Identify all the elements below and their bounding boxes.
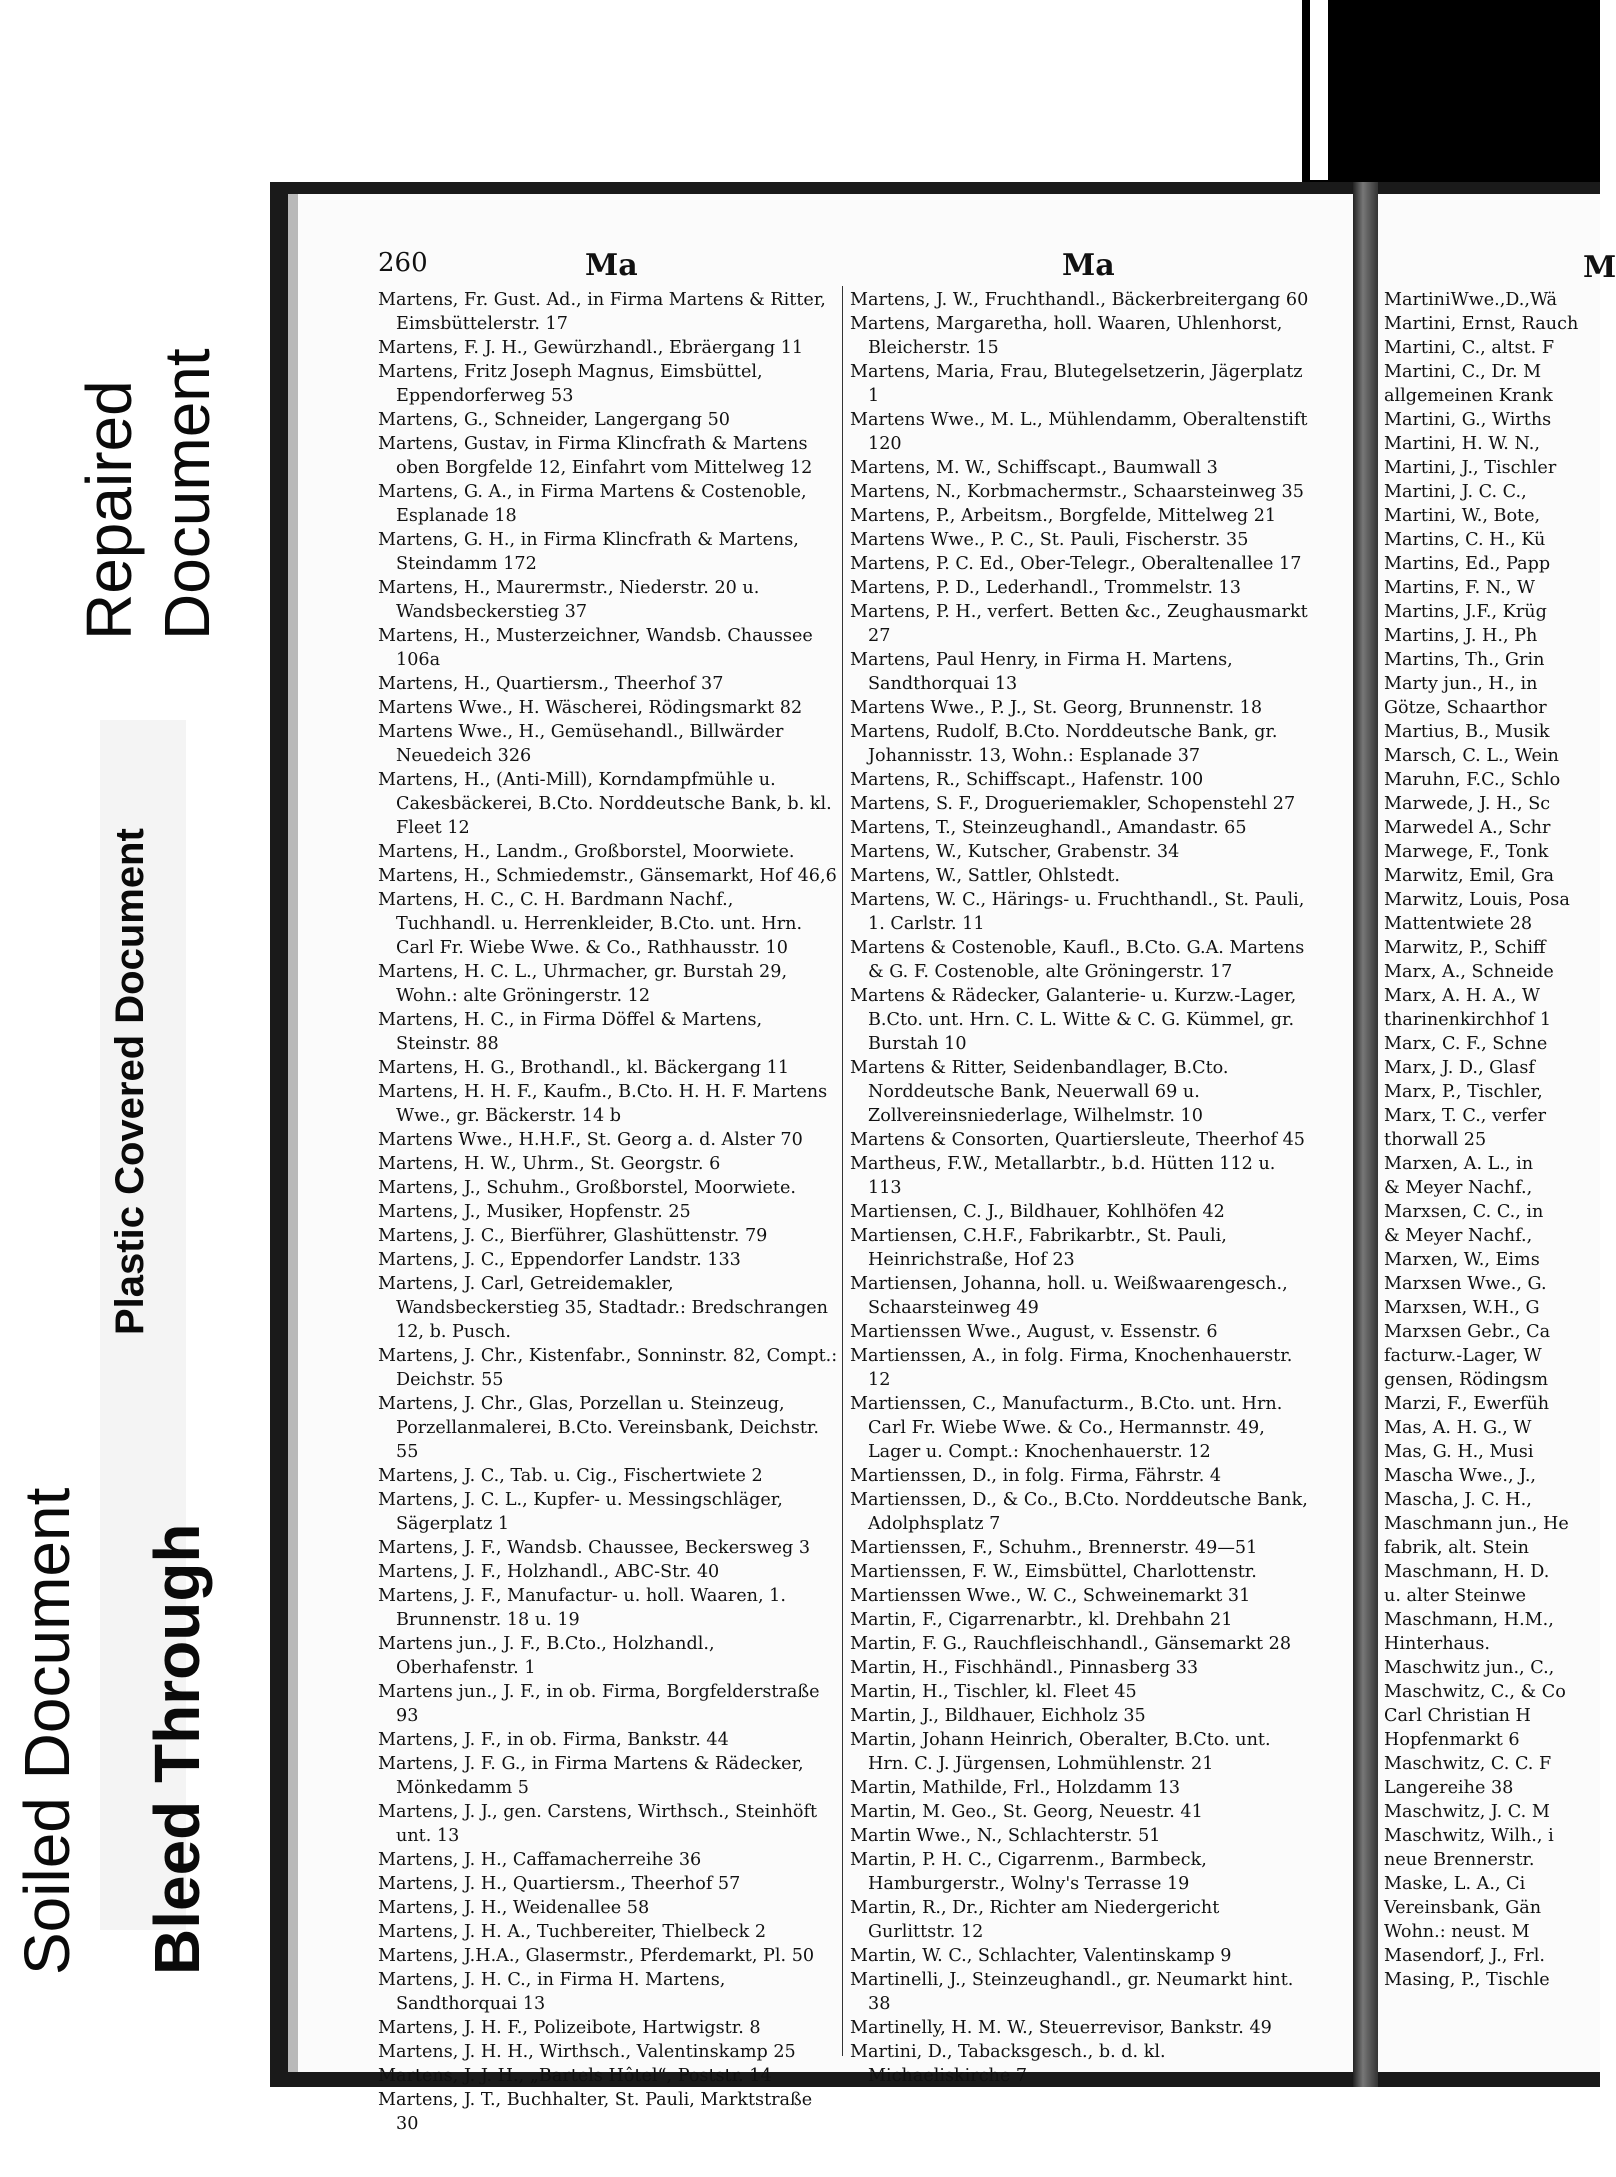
directory-entry: facturw.-Lager, W bbox=[1384, 1346, 1542, 1366]
directory-entry: Maruhn, F.C., Schlo bbox=[1384, 770, 1561, 790]
directory-entry: Marx, T. C., verfer bbox=[1384, 1106, 1547, 1126]
directory-entry: Martins, Ed., Papp bbox=[1384, 554, 1551, 574]
directory-entry: Martens Wwe., H.H.F., St. Georg a. d. Alster 70 bbox=[378, 1130, 803, 1150]
directory-entry: Mas, A. H. G., W bbox=[1384, 1418, 1532, 1438]
directory-entry: Martens & Ritter, Seidenbandlager, B.Cto. Norddeutsche Bank, Neuerwall 69 u. Zollvereinsniederlage, Wilhelmstr. 10 bbox=[850, 1058, 1229, 1126]
directory-entry: Martens, H., (Anti-Mill), Korndampfmühle u. Cakesbäckerei, B.Cto. Norddeutsche Bank, b. kl. Fleet 12 bbox=[378, 770, 832, 838]
directory-entry: Martens jun., J. F., in ob. Firma, Borgfelderstraße 93 bbox=[378, 1682, 820, 1726]
directory-entry: Martini, W., Bote, bbox=[1384, 506, 1541, 526]
directory-entry: Martini, D., Tabacksgesch., b. d. kl. Michaeliskirche 7 bbox=[850, 2042, 1166, 2086]
directory-entry: Martiensen, Johanna, holl. u. Weißwaarengesch., Schaarsteinweg 49 bbox=[850, 1274, 1288, 1318]
directory-entry: Martens, P. D., Lederhandl., Trommelstr. 13 bbox=[850, 578, 1241, 598]
directory-entry: Martens, P. C. Ed., Ober-Telegr., Oberaltenallee 17 bbox=[850, 554, 1302, 574]
directory-entry: Martienssen, F. W., Eimsbüttel, Charlottenstr. bbox=[850, 1562, 1257, 1582]
directory-entry: Martienssen, D., in folg. Firma, Fährstr. 4 bbox=[850, 1466, 1222, 1486]
directory-entry: Martinelli, J., Steinzeughandl., gr. Neumarkt hint. 38 bbox=[850, 1970, 1294, 2014]
directory-entry: Martens, J. Chr., Kistenfabr., Sonninstr. 82, Compt.: Deichstr. 55 bbox=[378, 1346, 838, 1390]
directory-column-left bbox=[378, 288, 838, 2134]
directory-entry: Martins, F. N., W bbox=[1384, 578, 1535, 598]
directory-entry: Martens, H. H. F., Kaufm., B.Cto. H. H. F. Martens Wwe., gr. Bäckerstr. 14 b bbox=[378, 1082, 828, 1126]
directory-entry: Martens, J. H. F., Polizeibote, Hartwigstr. 8 bbox=[378, 2018, 761, 2038]
directory-entry: Martens, T., Steinzeughandl., Amandastr. 65 bbox=[850, 818, 1247, 838]
directory-entry: Marx, C. F., Schne bbox=[1384, 1034, 1548, 1054]
directory-entry: Martens, Fr. Gust. Ad., in Firma Martens & Ritter, Eimsbüttelerstr. 17 bbox=[378, 290, 826, 334]
directory-entry: Martens, H. C., C. H. Bardmann Nachf., Tuchhandl. u. Herrenkleider, B.Cto. unt. Hrn. Carl Fr. Wiebe Wwe. & Co., Rathhausstr. 10 bbox=[378, 890, 803, 958]
directory-entry: Martin, M. Geo., St. Georg, Neuestr. 41 bbox=[850, 1802, 1203, 1822]
directory-entry: Martin, H., Fischhändl., Pinnasberg 33 bbox=[850, 1658, 1199, 1678]
directory-entry: Martens, G. A., in Firma Martens & Costenoble, Esplanade 18 bbox=[378, 482, 807, 526]
directory-entry: Martienssen Wwe., W. C., Schweinemarkt 31 bbox=[850, 1586, 1251, 1606]
directory-entry: Martin Wwe., N., Schlachterstr. 51 bbox=[850, 1826, 1161, 1846]
top-black-tab bbox=[1302, 0, 1600, 182]
directory-entry: Langereihe 38 bbox=[1384, 1778, 1514, 1798]
directory-entry: Martens, F. J. H., Gewürzhandl., Ebräergang 11 bbox=[378, 338, 804, 358]
directory-entry: Martin, J., Bildhauer, Eichholz 35 bbox=[850, 1706, 1146, 1726]
directory-entry: Martens, R., Schiffscapt., Hafenstr. 100 bbox=[850, 770, 1204, 790]
directory-entry: Martens, H. G., Brothandl., kl. Bäckergang 11 bbox=[378, 1058, 790, 1078]
directory-entry: Marxen, W., Eims bbox=[1384, 1250, 1540, 1270]
directory-entry: Martini, C., altst. F bbox=[1384, 338, 1555, 358]
directory-entry: Martens, J. C., Tab. u. Cig., Fischertwiete 2 bbox=[378, 1466, 763, 1486]
directory-entry: Martens, H., Maurermstr., Niederstr. 20 u. Wandsbeckerstieg 37 bbox=[378, 578, 760, 622]
directory-entry: Martens, J. F., Manufactur- u. holl. Waaren, 1. Brunnenstr. 18 u. 19 bbox=[378, 1586, 786, 1630]
directory-entry: Martini, J. C. C., bbox=[1384, 482, 1527, 502]
directory-entry: Martens Wwe., H. Wäscherei, Rödingsmarkt 82 bbox=[378, 698, 803, 718]
directory-entry: Martens, W., Sattler, Ohlstedt. bbox=[850, 866, 1120, 886]
directory-entry: Carl Christian H bbox=[1384, 1706, 1531, 1726]
column-header-middle: Ma bbox=[1062, 248, 1115, 283]
directory-entry: Martini, C., Dr. M bbox=[1384, 362, 1542, 382]
directory-entry: Mascha Wwe., J., bbox=[1384, 1466, 1537, 1486]
directory-entry: gensen, Rödingsm bbox=[1384, 1370, 1548, 1390]
directory-entry: Martens, H., Schmiedemstr., Gänsemarkt, Hof 46,6 bbox=[378, 866, 837, 886]
directory-entry: Marxsen Wwe., G. bbox=[1384, 1274, 1547, 1294]
directory-entry: Marwitz, P., Schiff bbox=[1384, 938, 1546, 958]
directory-entry: Marxsen, W.H., G bbox=[1384, 1298, 1540, 1318]
top-white-strip bbox=[1310, 0, 1328, 180]
repaired-label-line1: Repaired bbox=[73, 380, 145, 640]
directory-entry: Masendorf, J., Frl. bbox=[1384, 1946, 1545, 1966]
directory-entry: Martens, H., Landm., Großborstel, Moorwiete. bbox=[378, 842, 795, 862]
directory-entry: Martens, J. J., gen. Carstens, Wirthsch., Steinhöft unt. 13 bbox=[378, 1802, 818, 1846]
directory-entry: Mattentwiete 28 bbox=[1384, 914, 1533, 934]
directory-entry: Maske, L. A., Ci bbox=[1384, 1874, 1526, 1894]
directory-entry: Marwedel A., Schr bbox=[1384, 818, 1551, 838]
directory-entry: Martens, J.H.A., Glasermstr., Pferdemarkt, Pl. 50 bbox=[378, 1946, 815, 1966]
directory-entry: Maschmann jun., He bbox=[1384, 1514, 1569, 1534]
directory-entry: Martens, P. H., verfert. Betten &c., Zeughausmarkt 27 bbox=[850, 602, 1308, 646]
directory-entry: Götze, Schaarthor bbox=[1384, 698, 1547, 718]
directory-entry: Martius, B., Musik bbox=[1384, 722, 1550, 742]
directory-entry: Martin, W. C., Schlachter, Valentinskamp 9 bbox=[850, 1946, 1232, 1966]
directory-entry: Martens, W. C., Härings- u. Fruchthandl., St. Pauli, 1. Carlstr. 11 bbox=[850, 890, 1305, 934]
directory-entry: Marx, A. H. A., W bbox=[1384, 986, 1541, 1006]
directory-entry: Martens, J. H., Weidenallee 58 bbox=[378, 1898, 650, 1918]
directory-entry: Martin, F. G., Rauchfleischhandl., Gänsemarkt 28 bbox=[850, 1634, 1292, 1654]
directory-entry: Maschwitz, J. C. M bbox=[1384, 1802, 1550, 1822]
directory-entry: Martins, J. H., Ph bbox=[1384, 626, 1538, 646]
directory-entry: Martens, J. F., Holzhandl., ABC-Str. 40 bbox=[378, 1562, 720, 1582]
directory-entry: Vereinsbank, Gän bbox=[1384, 1898, 1542, 1918]
book-spine bbox=[1353, 182, 1378, 2087]
directory-entry: Martens, Gustav, in Firma Klincfrath & Martens oben Borgfelde 12, Einfahrt vom Mittelweg 12 bbox=[378, 434, 813, 478]
plastic-covered-label: Plastic Covered Document bbox=[108, 828, 152, 1335]
directory-entry: Martens, H. W., Uhrm., St. Georgstr. 6 bbox=[378, 1154, 721, 1174]
directory-entry: Martens, J. T., Buchhalter, St. Pauli, Marktstraße 30 bbox=[378, 2090, 813, 2134]
directory-entry: Martens, J. H. A., Tuchbereiter, Thielbeck 2 bbox=[378, 1922, 767, 1942]
directory-entry: Martin, Mathilde, Frl., Holzdamm 13 bbox=[850, 1778, 1181, 1798]
directory-entry: Maschwitz, C. C. F bbox=[1384, 1754, 1552, 1774]
directory-entry: Maschwitz, Wilh., i bbox=[1384, 1826, 1554, 1846]
directory-entry: Martens, Fritz Joseph Magnus, Eimsbüttel, Eppendorferweg 53 bbox=[378, 362, 763, 406]
directory-entry: Martins, J.F., Krüg bbox=[1384, 602, 1547, 622]
directory-entry: Martens & Rädecker, Galanterie- u. Kurzw.-Lager, B.Cto. unt. Hrn. C. L. Witte & C. G. Kümmel, gr. Burstah 10 bbox=[850, 986, 1297, 1054]
directory-entry: Martens, J., Musiker, Hopfenstr. 25 bbox=[378, 1202, 691, 1222]
bleed-through-label: Bleed Through bbox=[141, 1523, 213, 1975]
directory-entry: Martiensen, C.H.F., Fabrikarbtr., St. Pauli, Heinrichstraße, Hof 23 bbox=[850, 1226, 1227, 1270]
directory-entry: Maschmann, H.M., bbox=[1384, 1610, 1554, 1630]
directory-entry: Martienssen, F., Schuhm., Brennerstr. 49—51 bbox=[850, 1538, 1258, 1558]
directory-entry: Martens, N., Korbmachermstr., Schaarsteinweg 35 bbox=[850, 482, 1304, 502]
directory-entry: Martens, J. C., Bierführer, Glashüttenstr. 79 bbox=[378, 1226, 768, 1246]
directory-entry: Wohn.: neust. M bbox=[1384, 1922, 1530, 1942]
directory-entry: Martienssen, A., in folg. Firma, Knochenhauerstr. 12 bbox=[850, 1346, 1293, 1390]
directory-entry: fabrik, alt. Stein bbox=[1384, 1538, 1530, 1558]
directory-entry: Marwege, F., Tonk bbox=[1384, 842, 1549, 862]
directory-entry: Mascha, J. C. H., bbox=[1384, 1490, 1532, 1510]
directory-entry: Martens, W., Kutscher, Grabenstr. 34 bbox=[850, 842, 1180, 862]
directory-entry: tharinenkirchhof 1 bbox=[1384, 1010, 1552, 1030]
directory-entry: Martens, P., Arbeitsm., Borgfelde, Mittelweg 21 bbox=[850, 506, 1277, 526]
directory-entry: Maschwitz, C., & Co bbox=[1384, 1682, 1566, 1702]
directory-entry: Martins, Th., Grin bbox=[1384, 650, 1545, 670]
directory-entry: Martiensen, C. J., Bildhauer, Kohlhöfen 42 bbox=[850, 1202, 1225, 1222]
directory-entry: Martin, P. H. C., Cigarrenm., Barmbeck, Hamburgerstr., Wolny's Terrasse 19 bbox=[850, 1850, 1207, 1894]
directory-entry: Martini, G., Wirths bbox=[1384, 410, 1552, 430]
directory-entry: Martens, J., Schuhm., Großborstel, Moorwiete. bbox=[378, 1178, 796, 1198]
directory-entry: Marsch, C. L., Wein bbox=[1384, 746, 1559, 766]
soiled-document-label: Soiled Document bbox=[11, 1487, 83, 1975]
directory-entry: Martini, Ernst, Rauch bbox=[1384, 314, 1579, 334]
directory-entry: Hopfenmarkt 6 bbox=[1384, 1730, 1520, 1750]
directory-column-middle bbox=[850, 288, 1310, 2086]
directory-entry: Martin, R., Dr., Richter am Niedergericht Gurlittstr. 12 bbox=[850, 1898, 1220, 1942]
directory-entry: Martens, J. J. H., „Bartels Hôtel“, Poststr. 14 bbox=[378, 2066, 772, 2086]
directory-entry: Hinterhaus. bbox=[1384, 1634, 1490, 1654]
directory-entry: Martens, Paul Henry, in Firma H. Martens, Sandthorquai 13 bbox=[850, 650, 1233, 694]
directory-entry: Marzi, F., Ewerfüh bbox=[1384, 1394, 1550, 1414]
directory-entry: Martens Wwe., P. C., St. Pauli, Fischerstr. 35 bbox=[850, 530, 1249, 550]
directory-entry: Martens, Rudolf, B.Cto. Norddeutsche Bank, gr. Johannisstr. 13, Wohn.: Esplanade 37 bbox=[850, 722, 1278, 766]
directory-entry: Martens, J. F., Wandsb. Chaussee, Beckersweg 3 bbox=[378, 1538, 811, 1558]
directory-entry: Martens, H. C., in Firma Döffel & Martens, Steinstr. 88 bbox=[378, 1010, 763, 1054]
directory-entry: Martens, J. Chr., Glas, Porzellan u. Steinzeug, Porzellanmalerei, B.Cto. Vereinsbank, Deichstr. 55 bbox=[378, 1394, 819, 1462]
directory-entry: Marty jun., H., in bbox=[1384, 674, 1538, 694]
directory-entry: Maschwitz jun., C., bbox=[1384, 1658, 1555, 1678]
directory-entry: Marx, J. D., Glasf bbox=[1384, 1058, 1535, 1078]
directory-entry: Maschmann, H. D. bbox=[1384, 1562, 1550, 1582]
repaired-document-label bbox=[70, 348, 226, 640]
directory-entry: Marxsen Gebr., Ca bbox=[1384, 1322, 1551, 1342]
directory-entry: Marx, A., Schneide bbox=[1384, 962, 1554, 982]
directory-entry: MartiniWwe.,D.,Wä bbox=[1384, 290, 1558, 310]
directory-entry: Marxen, A. L., in bbox=[1384, 1154, 1534, 1174]
column-header-left: Ma bbox=[585, 248, 638, 283]
directory-entry: Martini, H. W. N., bbox=[1384, 434, 1540, 454]
directory-entry: & Meyer Nachf., bbox=[1384, 1178, 1533, 1198]
directory-entry: thorwall 25 bbox=[1384, 1130, 1487, 1150]
directory-entry: Martens, Margaretha, holl. Waaren, Uhlenhorst, Bleicherstr. 15 bbox=[850, 314, 1283, 358]
directory-entry: Martens, J. C., Eppendorfer Landstr. 133 bbox=[378, 1250, 741, 1270]
directory-entry: Marxsen, C. C., in bbox=[1384, 1202, 1544, 1222]
directory-entry: Martens, J. Carl, Getreidemakler, Wandsbeckerstieg 35, Stadtadr.: Bredschrangen 12, b. Pusch. bbox=[378, 1274, 828, 1342]
page-number: 260 bbox=[378, 248, 428, 278]
right-page-column bbox=[1384, 288, 1600, 2068]
directory-entry: Martin, H., Tischler, kl. Fleet 45 bbox=[850, 1682, 1137, 1702]
directory-entry: neue Brennerstr. bbox=[1384, 1850, 1535, 1870]
repaired-label-line2: Document bbox=[151, 348, 223, 640]
directory-entry: Martin, Johann Heinrich, Oberalter, B.Cto. unt. Hrn. C. J. Jürgensen, Lohmühlenstr. 21 bbox=[850, 1730, 1271, 1774]
directory-entry: Martens, J. C. L., Kupfer- u. Messingschläger, Sägerplatz 1 bbox=[378, 1490, 783, 1534]
directory-entry: Martins, C. H., Kü bbox=[1384, 530, 1546, 550]
directory-entry: Martens, J. W., Fruchthandl., Bäckerbreitergang 60 bbox=[850, 290, 1309, 310]
directory-entry: Martienssen, D., & Co., B.Cto. Norddeutsche Bank, Adolphsplatz 7 bbox=[850, 1490, 1308, 1534]
directory-entry: Martens, J. H., Quartiersm., Theerhof 57 bbox=[378, 1874, 741, 1894]
directory-entry: Martens, J. H., Caffamacherreihe 36 bbox=[378, 1850, 702, 1870]
directory-entry: Martini, J., Tischler bbox=[1384, 458, 1557, 478]
directory-entry: Martens, J. H. C., in Firma H. Martens, Sandthorquai 13 bbox=[378, 1970, 726, 2014]
directory-entry: Martens, G., Schneider, Langergang 50 bbox=[378, 410, 731, 430]
directory-entry: Marx, P., Tischler, bbox=[1384, 1082, 1543, 1102]
directory-entry: Martens, M. W., Schiffscapt., Baumwall 3 bbox=[850, 458, 1218, 478]
directory-entry: Martens, Maria, Frau, Blutegelsetzerin, Jägerplatz 1 bbox=[850, 362, 1303, 406]
right-page-header: M bbox=[1583, 250, 1616, 285]
column-divider bbox=[842, 286, 843, 2056]
directory-entry: Masing, P., Tischle bbox=[1384, 1970, 1550, 1990]
directory-entry: Martens Wwe., M. L., Mühlendamm, Oberaltenstift 120 bbox=[850, 410, 1308, 454]
directory-entry: Martens, J. H. H., Wirthsch., Valentinskamp 25 bbox=[378, 2042, 796, 2062]
right-page bbox=[1378, 194, 1616, 2072]
directory-entry: Martin, F., Cigarrenarbtr., kl. Drehbahn 21 bbox=[850, 1610, 1233, 1630]
directory-entry: Martens, J. F., in ob. Firma, Bankstr. 44 bbox=[378, 1730, 729, 1750]
directory-entry: Marwitz, Emil, Gra bbox=[1384, 866, 1555, 886]
directory-entry: Martens, J. F. G., in Firma Martens & Rädecker, Mönkedamm 5 bbox=[378, 1754, 804, 1798]
directory-entry: u. alter Steinwe bbox=[1384, 1586, 1527, 1606]
directory-entry: Martens & Consorten, Quartiersleute, Theerhof 45 bbox=[850, 1130, 1305, 1150]
directory-entry: Martens jun., J. F., B.Cto., Holzhandl., Oberhafenstr. 1 bbox=[378, 1634, 715, 1678]
directory-entry: Martinelly, H. M. W., Steuerrevisor, Bankstr. 49 bbox=[850, 2018, 1272, 2038]
directory-entry: Martens Wwe., H., Gemüsehandl., Billwärder Neuedeich 326 bbox=[378, 722, 784, 766]
directory-entry: Martheus, F.W., Metallarbtr., b.d. Hütten 112 u. 113 bbox=[850, 1154, 1276, 1198]
directory-entry: Marwede, J. H., Sc bbox=[1384, 794, 1551, 814]
directory-entry: Mas, G. H., Musi bbox=[1384, 1442, 1534, 1462]
directory-entry: Martens, G. H., in Firma Klincfrath & Martens, Steindamm 172 bbox=[378, 530, 799, 574]
directory-entry: Martienssen, C., Manufacturm., B.Cto. unt. Hrn. Carl Fr. Wiebe Wwe. & Co., Hermannstr. 49, Lager u. Compt.: Knochenhauerstr. 12 bbox=[850, 1394, 1283, 1462]
directory-entry: Martens, S. F., Drogueriemakler, Schopenstehl 27 bbox=[850, 794, 1296, 814]
directory-entry: Marwitz, Louis, Posa bbox=[1384, 890, 1570, 910]
directory-entry: Martienssen Wwe., August, v. Essenstr. 6 bbox=[850, 1322, 1218, 1342]
directory-entry: allgemeinen Krank bbox=[1384, 386, 1553, 406]
directory-entry: Martens & Costenoble, Kaufl., B.Cto. G.A. Martens & G. F. Costenoble, alte Gröningerstr. 17 bbox=[850, 938, 1305, 982]
directory-entry: Martens, H., Quartiersm., Theerhof 37 bbox=[378, 674, 724, 694]
directory-entry: & Meyer Nachf., bbox=[1384, 1226, 1533, 1246]
directory-entry: Martens Wwe., P. J., St. Georg, Brunnenstr. 18 bbox=[850, 698, 1263, 718]
directory-entry: Martens, H., Musterzeichner, Wandsb. Chaussee 106a bbox=[378, 626, 813, 670]
directory-entry: Martens, H. C. L., Uhrmacher, gr. Burstah 29, Wohn.: alte Gröningerstr. 12 bbox=[378, 962, 788, 1006]
